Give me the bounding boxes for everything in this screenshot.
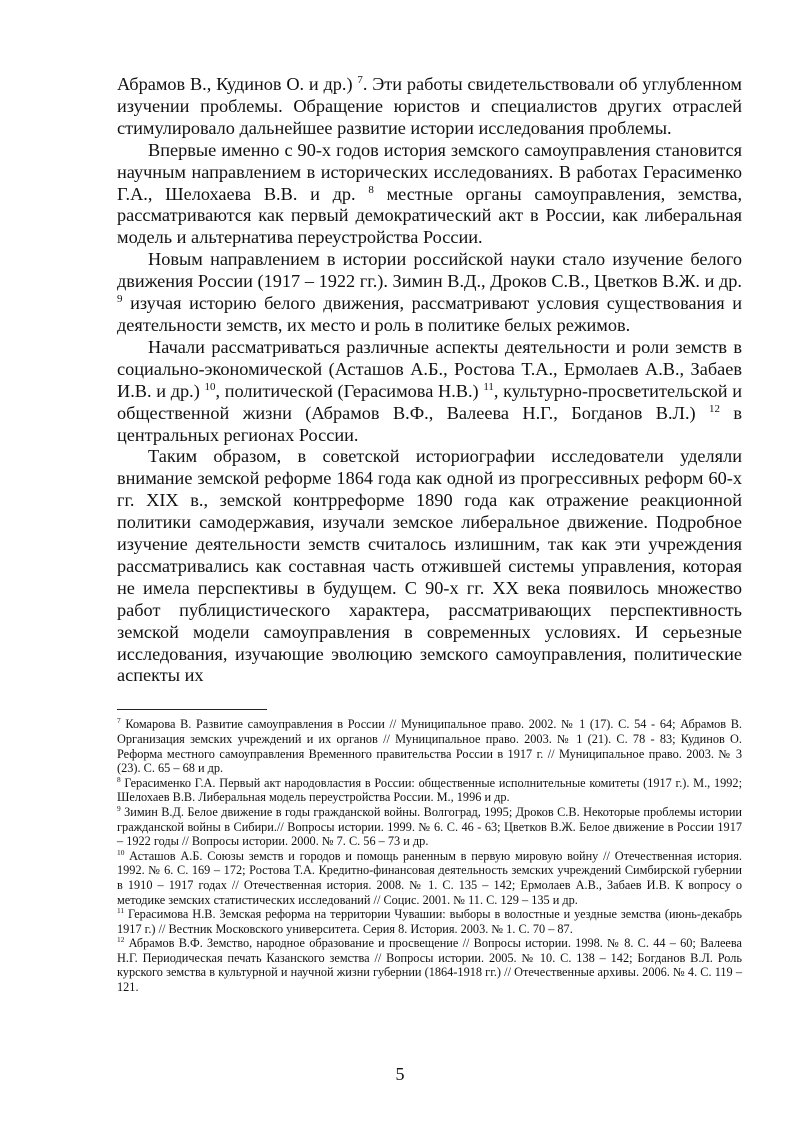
paragraph-1: Абрамов В., Кудинов О. и др.) $^7$. Эти работы свидетельствовали об углубленном изучении проблемы. Обращение юристов и специалистов других отраслей стимулировало дальнейшее развитие истории исследования проблемы. bbox=[117, 73, 743, 138]
document-page bbox=[117, 74, 742, 995]
footnotes bbox=[117, 717, 742, 994]
footnote-ref-9: 9 bbox=[117, 292, 123, 305]
footnote-7: $^7$ Комарова В. Развитие самоуправления в России // Муниципальное право. 2002. № 1 (17). С. 54 - 64; Абрамов В. Организация земских учреждений и их органов // Муниципальное право. 2003. № 1 (21). С. 78 - 83; Кудинов О. Реформа местного самоуправления Временного правительства России в 1917 г. // Муниципальное право. 2003. № 3 (23). С. 65 – 68 и др. bbox=[117, 716, 742, 776]
footnote-ref-8: 8 bbox=[368, 183, 374, 196]
body-text bbox=[117, 74, 742, 687]
paragraph-5: Таким образом, в советской историографии исследователи уделяли внимание земской реформе 1864 года как одной из прогрессивных реформ 60-х гг. XIX в., земской контрреформе 1890 года как отражение реакционной политики самодержавия, изучали земское либеральное движение. Подробное изучение деятельности земств считалось излишним, так как эти учреждения рассматривались как составная часть отжившей системы управления, которая не имела перспективы в будущем. С 90-х гг. XX века появилось множество работ публицистического характера, рассматривающих перспективность земской модели самоуправления в современных условиях. И серьезные исследования, изучающие эволюцию земского самоуправления, политические аспекты их bbox=[117, 446, 742, 686]
footnote-8: $^8$ Герасименко Г.А. Первый акт народовластия в России: общественные исполнительные комитеты (1917 г.). М., 1992; Шелохаев В.В. Либеральная модель переустройства России. М., 1996 и др. bbox=[117, 774, 742, 805]
footnote-ref-11: 11 bbox=[483, 380, 494, 393]
footnote-ref-12: 12 bbox=[709, 402, 720, 415]
paragraph-4: Начали рассматриваться различные аспекты деятельности и роли земств в социально-экономической (Асташов А.Б., Ростова Т.А., Ермолаев А.В., Забаев И.В. и др.) $^{10}$, политической (Герасимова Н.В.) $^{11}$, культурно-просветительской и общественной жизни (Абрамов В.Ф., Валеева Н.Г., Богданов В.Л.) $^{12}$ в центральных регионах России. bbox=[117, 336, 743, 445]
footnote-ref-10: 10 bbox=[204, 380, 216, 393]
footnote-12: $^{12}$ Абрамов В.Ф. Земство, народное образование и просвещение // Вопросы истории. 1998. № 8. С. 44 – 60; Валеева Н.Г. Периодическая печать Казанского земства // Вопросы истории. 2005. № 10. С. 138 – 142; Богданов В.Л. Роль курского земства в культурной и научной жизни губернии (1864-1918 гг.) // Отечественные архивы. 2006. № 4. С. 119 – 121. bbox=[117, 935, 742, 995]
footnote-separator bbox=[117, 709, 267, 710]
footnote-10: $^{10}$ Асташов А.Б. Союзы земств и городов и помощь раненным в первую мировую войну // Отечественная история. 1992. № 6. С. 169 – 172; Ростова Т.А. Кредитно-финансовая деятельность земских учреждений Симбирской губернии в 1910 – 1917 годах // Отечественная история. 2008. № 1. С. 135 – 142; Ермолаев А.В., Забаев И.В. К вопросу о методике земских статистических исследований // Социс. 2001. № 11. С. 129 – 135 и др. bbox=[117, 847, 742, 907]
footnote-11: $^{11}$ Герасимова Н.В. Земская реформа на территории Чувашии: выборы в волостные и уездные земства (июнь-декабрь 1917 г.) // Вестник Московского университета. Серия 8. История. 2003. № 1. С. 70 – 87. bbox=[117, 906, 742, 936]
footnote-ref-7: 7 bbox=[357, 73, 363, 86]
paragraph-2: Впервые именно с 90-х годов история земского самоуправления становится научным направлением в исторических исследованиях. В работах Герасименко Г.А., Шелохаева В.В. и др. $^8$ местные органы самоуправления, земства, рассматриваются как первый демократический акт в России, как либеральная модель и альтернатива переустройства России. bbox=[117, 139, 743, 248]
footnote-9: $^9$ Зимин В.Д. Белое движение в годы гражданской войны. Волгоград, 1995; Дроков С.В. Некоторые проблемы истории гражданской войны в Сибири.// Вопросы истории. 1999. № 6. С. 46 - 63; Цветков В.Ж. Белое движение в России 1917 – 1922 годы // Вопросы истории. 2000. № 7. С. 56 – 73 и др. bbox=[117, 803, 742, 849]
paragraph-3: Новым направлением в истории российской науки стало изучение белого движения России (1917 – 1922 гг.). Зимин В.Д., Дроков С.В., Цветков В.Ж. и др. $^9$ изучая историю белого движения, рассматривают условия существования и деятельности земств, их место и роль в политике белых режимов. bbox=[117, 249, 742, 335]
page-number: 5 bbox=[395, 1064, 405, 1084]
